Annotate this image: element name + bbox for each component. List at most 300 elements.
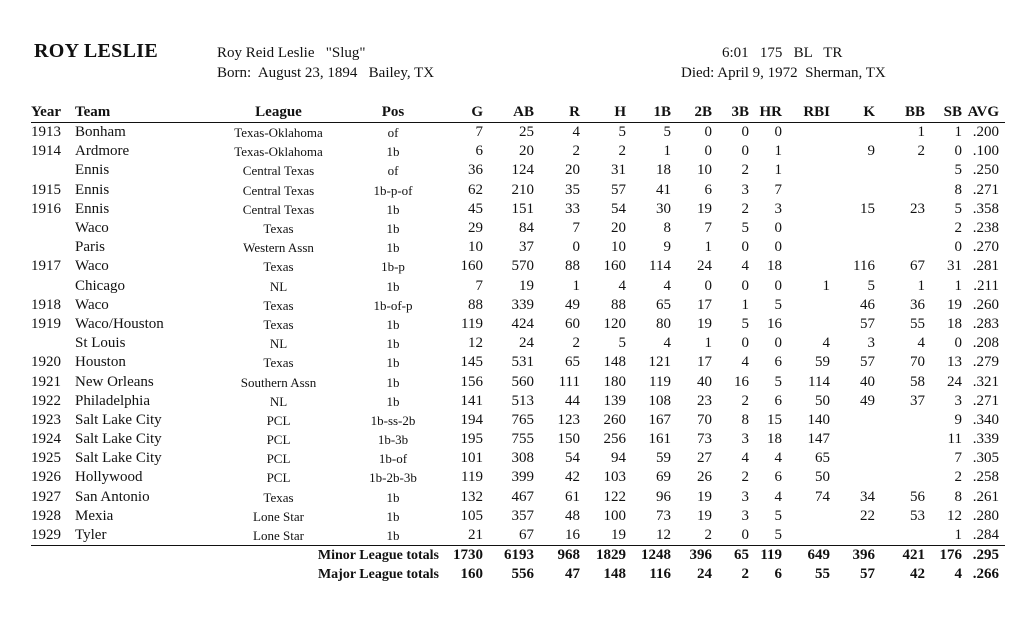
cell-team: Waco/Houston bbox=[75, 315, 164, 332]
cell-1b: 41 bbox=[656, 181, 671, 198]
column-header-r: R bbox=[534, 100, 580, 123]
cell-3b: 2 bbox=[741, 162, 749, 179]
cell-pos: 1b bbox=[386, 316, 400, 332]
cell-team: Salt Lake City bbox=[75, 411, 162, 428]
cell-rbi: 1 bbox=[822, 277, 830, 294]
cell-3b: 3 bbox=[741, 431, 749, 448]
cell-rbi: 50 bbox=[815, 392, 830, 409]
cell-league: Texas bbox=[263, 259, 294, 275]
cell-rbi bbox=[782, 507, 830, 526]
cell-pos: 1b-p bbox=[381, 259, 405, 275]
cell-avg: .283 bbox=[972, 315, 999, 332]
cell-rbi bbox=[782, 238, 830, 257]
column-header-avg: AVG bbox=[962, 100, 1005, 123]
cell-g: 36 bbox=[468, 162, 483, 179]
cell-year bbox=[31, 161, 75, 180]
cell-year: 1925 bbox=[31, 450, 61, 467]
cell-rbi bbox=[782, 200, 830, 219]
cell-year: 1916 bbox=[31, 200, 61, 217]
cell-team: San Antonio bbox=[75, 488, 150, 505]
cell-g: 145 bbox=[460, 354, 483, 371]
total-1b: 1248 bbox=[626, 546, 671, 566]
cell-rbi: 114 bbox=[808, 373, 830, 390]
cell-g: 105 bbox=[460, 507, 483, 524]
cell-year: 1923 bbox=[31, 411, 61, 428]
cell-r: 16 bbox=[565, 527, 580, 544]
cell-ab: 37 bbox=[519, 239, 534, 256]
cell-r: 49 bbox=[565, 296, 580, 313]
cell-g: 45 bbox=[468, 200, 483, 217]
cell-pos: 1b bbox=[386, 489, 400, 505]
cell-hr: 18 bbox=[767, 258, 782, 275]
cell-hr: 5 bbox=[774, 373, 782, 390]
cell-k: 49 bbox=[860, 392, 875, 409]
total-ab: 556 bbox=[511, 566, 534, 583]
cell-g: 160 bbox=[460, 258, 483, 275]
cell-ab: 20 bbox=[519, 143, 534, 160]
cell-sb: 3 bbox=[954, 392, 962, 409]
cell-league: Texas bbox=[263, 316, 294, 332]
totals-label: Minor League totals bbox=[75, 546, 439, 566]
cell-r: 123 bbox=[557, 411, 580, 428]
cell-rbi: 65 bbox=[815, 450, 830, 467]
cell-pos: 1b bbox=[386, 393, 400, 409]
cell-r: 60 bbox=[565, 315, 580, 332]
cell-r: 35 bbox=[565, 181, 580, 198]
cell-r: 111 bbox=[558, 373, 580, 390]
column-header-h: H bbox=[580, 100, 626, 123]
cell-1b: 80 bbox=[656, 315, 671, 332]
cell-year bbox=[31, 277, 75, 296]
cell-g: 6 bbox=[475, 143, 483, 160]
cell-ab: 513 bbox=[511, 392, 534, 409]
cell-league: Lone Star bbox=[253, 528, 304, 544]
cell-g: 132 bbox=[460, 488, 483, 505]
cell-k: 5 bbox=[867, 277, 875, 294]
cell-1b: 5 bbox=[663, 124, 671, 141]
cell-team: Mexia bbox=[75, 507, 114, 524]
cell-k bbox=[830, 411, 881, 430]
table-row bbox=[31, 142, 1005, 161]
cell-league: Texas-Oklahoma bbox=[234, 144, 323, 160]
cell-h: 54 bbox=[611, 200, 626, 217]
cell-bb: 55 bbox=[910, 315, 925, 332]
cell-league: NL bbox=[269, 336, 288, 352]
cell-g: 119 bbox=[461, 469, 483, 486]
cell-hr: 0 bbox=[774, 220, 782, 237]
cell-h: 160 bbox=[603, 258, 626, 275]
cell-k: 15 bbox=[860, 200, 875, 217]
cell-ab: 560 bbox=[511, 373, 534, 390]
cell-team: Waco bbox=[75, 258, 109, 275]
total-r: 47 bbox=[565, 566, 580, 583]
cell-h: 122 bbox=[603, 488, 626, 505]
table-row bbox=[31, 468, 1005, 487]
cell-ab: 531 bbox=[511, 354, 534, 371]
table-row bbox=[31, 392, 1005, 411]
cell-sb: 1 bbox=[954, 527, 962, 544]
cell-1b: 96 bbox=[656, 488, 671, 505]
cell-team: Philadelphia bbox=[75, 392, 150, 409]
cell-r: 2 bbox=[572, 143, 580, 160]
cell-2b: 73 bbox=[697, 431, 712, 448]
cell-sb: 0 bbox=[954, 335, 962, 352]
column-header-bb: BB bbox=[881, 100, 925, 123]
stats-table bbox=[31, 100, 1005, 585]
cell-avg: .358 bbox=[972, 200, 999, 217]
total-3b: 2 bbox=[741, 566, 749, 583]
cell-league: PCL bbox=[266, 412, 291, 428]
cell-k bbox=[830, 123, 881, 143]
cell-bb: 70 bbox=[910, 354, 925, 371]
cell-k: 3 bbox=[867, 335, 875, 352]
total-hr: 6 bbox=[774, 566, 782, 583]
header-row bbox=[31, 100, 1005, 123]
cell-avg: .339 bbox=[972, 431, 999, 448]
cell-h: 148 bbox=[603, 354, 626, 371]
table-row bbox=[31, 238, 1005, 257]
cell-bb bbox=[881, 411, 925, 430]
cell-year: 1915 bbox=[31, 181, 61, 198]
cell-rbi: 59 bbox=[815, 354, 830, 371]
cell-r: 33 bbox=[565, 200, 580, 217]
total-ab: 6193 bbox=[483, 546, 534, 566]
cell-2b: 0 bbox=[704, 143, 712, 160]
total-sb: 4 bbox=[954, 566, 962, 583]
cell-3b: 16 bbox=[734, 373, 749, 390]
cell-sb: 1 bbox=[954, 277, 962, 294]
cell-rbi: 4 bbox=[822, 335, 830, 352]
cell-league: Central Texas bbox=[242, 201, 315, 217]
cell-league: PCL bbox=[266, 432, 291, 448]
table-row bbox=[31, 334, 1005, 353]
cell-r: 2 bbox=[572, 335, 580, 352]
cell-g: 88 bbox=[468, 296, 483, 313]
cell-g: 21 bbox=[468, 527, 483, 544]
cell-league: Texas bbox=[263, 297, 294, 313]
cell-sb: 9 bbox=[954, 411, 962, 428]
death-info: Died: April 9, 1972 Sherman, TX bbox=[681, 65, 886, 81]
total-avg: .266 bbox=[972, 566, 999, 583]
cell-r: 48 bbox=[565, 507, 580, 524]
cell-2b: 19 bbox=[697, 200, 712, 217]
cell-2b: 19 bbox=[697, 507, 712, 524]
cell-g: 194 bbox=[460, 411, 483, 428]
cell-h: 4 bbox=[618, 277, 626, 294]
cell-team: Waco bbox=[75, 220, 109, 237]
cell-g: 7 bbox=[475, 277, 483, 294]
cell-sb: 12 bbox=[947, 507, 962, 524]
cell-bb: 37 bbox=[910, 392, 925, 409]
column-header-3b: 3B bbox=[712, 100, 749, 123]
totals-row bbox=[31, 546, 1005, 566]
cell-1b: 18 bbox=[656, 162, 671, 179]
cell-pos: 1b bbox=[386, 374, 400, 390]
cell-h: 256 bbox=[603, 431, 626, 448]
cell-bb bbox=[881, 468, 925, 487]
cell-k bbox=[830, 449, 881, 468]
cell-team: Salt Lake City bbox=[75, 431, 162, 448]
cell-ab: 308 bbox=[511, 450, 534, 467]
table-row bbox=[31, 219, 1005, 238]
cell-h: 2 bbox=[618, 143, 626, 160]
cell-r: 42 bbox=[565, 469, 580, 486]
cell-sb: 24 bbox=[947, 373, 962, 390]
cell-bb bbox=[881, 526, 925, 546]
cell-h: 94 bbox=[611, 450, 626, 467]
cell-league: Texas bbox=[263, 489, 294, 505]
cell-year: 1914 bbox=[31, 143, 61, 160]
cell-3b: 0 bbox=[741, 239, 749, 256]
cell-team: Bonham bbox=[75, 124, 126, 141]
cell-g: 7 bbox=[475, 124, 483, 141]
cell-3b: 2 bbox=[741, 469, 749, 486]
table-row bbox=[31, 161, 1005, 180]
cell-1b: 73 bbox=[656, 507, 671, 524]
cell-bb bbox=[881, 238, 925, 257]
cell-sb: 8 bbox=[954, 181, 962, 198]
table-row bbox=[31, 449, 1005, 468]
cell-hr: 16 bbox=[767, 315, 782, 332]
cell-h: 139 bbox=[603, 392, 626, 409]
cell-k bbox=[830, 238, 881, 257]
cell-h: 88 bbox=[611, 296, 626, 313]
total-r: 968 bbox=[534, 546, 580, 566]
cell-league: Lone Star bbox=[253, 508, 304, 524]
cell-bb: 23 bbox=[910, 200, 925, 217]
cell-g: 119 bbox=[461, 315, 483, 332]
cell-ab: 339 bbox=[511, 296, 534, 313]
cell-sb: 5 bbox=[954, 162, 962, 179]
cell-2b: 17 bbox=[697, 296, 712, 313]
cell-ab: 19 bbox=[519, 277, 534, 294]
cell-bb bbox=[881, 181, 925, 200]
cell-g: 195 bbox=[460, 431, 483, 448]
column-header-year: Year bbox=[31, 100, 75, 123]
cell-ab: 399 bbox=[511, 469, 534, 486]
cell-hr: 3 bbox=[774, 200, 782, 217]
cell-bb: 56 bbox=[910, 488, 925, 505]
cell-year bbox=[31, 219, 75, 238]
cell-ab: 84 bbox=[519, 220, 534, 237]
cell-hr: 5 bbox=[774, 527, 782, 544]
birth-info: Born: August 23, 1894 Bailey, TX bbox=[217, 65, 435, 81]
cell-1b: 108 bbox=[648, 392, 671, 409]
cell-1b: 167 bbox=[648, 411, 671, 428]
cell-avg: .280 bbox=[972, 507, 999, 524]
cell-hr: 6 bbox=[774, 354, 782, 371]
cell-rbi bbox=[782, 219, 830, 238]
cell-team: Ennis bbox=[75, 181, 110, 198]
cell-sb: 0 bbox=[954, 143, 962, 160]
cell-3b: 0 bbox=[741, 143, 749, 160]
cell-k bbox=[830, 430, 881, 449]
cell-year: 1926 bbox=[31, 469, 61, 486]
total-3b: 65 bbox=[712, 546, 749, 566]
cell-r: 65 bbox=[565, 354, 580, 371]
cell-r: 0 bbox=[572, 239, 580, 256]
player-name: ROY LESLIE bbox=[34, 40, 158, 62]
cell-k bbox=[830, 219, 881, 238]
total-2b: 396 bbox=[671, 546, 712, 566]
cell-avg: .270 bbox=[972, 239, 999, 256]
cell-sb: 2 bbox=[954, 220, 962, 237]
table-row bbox=[31, 526, 1005, 546]
cell-pos: 1b bbox=[386, 508, 400, 524]
cell-2b: 27 bbox=[697, 450, 712, 467]
cell-team: Salt Lake City bbox=[75, 450, 162, 467]
cell-rbi: 50 bbox=[815, 469, 830, 486]
cell-2b: 17 bbox=[697, 354, 712, 371]
column-header-1b: 1B bbox=[626, 100, 671, 123]
cell-2b: 2 bbox=[704, 527, 712, 544]
physical-info: 6:01 175 BL TR bbox=[722, 45, 843, 61]
cell-rbi bbox=[782, 257, 830, 276]
cell-rbi bbox=[782, 296, 830, 315]
cell-1b: 4 bbox=[663, 335, 671, 352]
cell-hr: 0 bbox=[774, 335, 782, 352]
cell-team: Ennis bbox=[75, 200, 110, 217]
cell-r: 88 bbox=[565, 258, 580, 275]
cell-ab: 765 bbox=[511, 411, 534, 428]
cell-2b: 7 bbox=[704, 220, 712, 237]
cell-avg: .250 bbox=[972, 162, 999, 179]
cell-rbi: 140 bbox=[807, 411, 830, 428]
cell-avg: .238 bbox=[972, 220, 999, 237]
cell-bb: 1 bbox=[917, 277, 925, 294]
cell-ab: 24 bbox=[519, 335, 534, 352]
cell-hr: 0 bbox=[774, 277, 782, 294]
cell-rbi bbox=[782, 526, 830, 546]
total-k: 396 bbox=[830, 546, 881, 566]
cell-rbi bbox=[782, 123, 830, 143]
cell-2b: 0 bbox=[704, 277, 712, 294]
cell-ab: 210 bbox=[511, 181, 534, 198]
cell-k bbox=[830, 161, 881, 180]
total-2b: 24 bbox=[697, 566, 712, 583]
cell-k: 9 bbox=[867, 143, 875, 160]
cell-k: 46 bbox=[860, 296, 875, 313]
cell-rbi bbox=[782, 315, 830, 334]
total-avg: .295 bbox=[962, 546, 1005, 566]
total-rbi: 649 bbox=[782, 546, 830, 566]
cell-hr: 1 bbox=[774, 162, 782, 179]
cell-3b: 1 bbox=[741, 296, 749, 313]
cell-1b: 30 bbox=[656, 200, 671, 217]
cell-team: Waco bbox=[75, 296, 109, 313]
cell-team: New Orleans bbox=[75, 373, 154, 390]
cell-bb bbox=[881, 430, 925, 449]
cell-k: 22 bbox=[860, 507, 875, 524]
cell-year: 1929 bbox=[31, 527, 61, 544]
cell-team: Ardmore bbox=[75, 143, 130, 160]
cell-k: 34 bbox=[860, 488, 875, 505]
cell-h: 120 bbox=[603, 315, 626, 332]
cell-3b: 3 bbox=[741, 181, 749, 198]
cell-bb: 36 bbox=[910, 296, 925, 313]
cell-avg: .261 bbox=[972, 488, 999, 505]
column-header-2b: 2B bbox=[671, 100, 712, 123]
cell-sb: 7 bbox=[954, 450, 962, 467]
cell-year: 1917 bbox=[31, 258, 61, 275]
table-row bbox=[31, 372, 1005, 391]
cell-avg: .271 bbox=[972, 181, 999, 198]
cell-sb: 18 bbox=[947, 315, 962, 332]
cell-avg: .271 bbox=[972, 392, 999, 409]
cell-hr: 5 bbox=[774, 296, 782, 313]
cell-2b: 6 bbox=[704, 181, 712, 198]
cell-hr: 4 bbox=[774, 450, 782, 467]
cell-3b: 2 bbox=[741, 200, 749, 217]
cell-3b: 0 bbox=[741, 527, 749, 544]
total-k: 57 bbox=[860, 566, 875, 583]
cell-rbi bbox=[782, 181, 830, 200]
cell-r: 4 bbox=[572, 124, 580, 141]
cell-hr: 7 bbox=[774, 181, 782, 198]
cell-sb: 19 bbox=[947, 296, 962, 313]
cell-avg: .258 bbox=[972, 469, 999, 486]
cell-k: 40 bbox=[860, 373, 875, 390]
cell-avg: .284 bbox=[972, 527, 999, 544]
cell-league: Southern Assn bbox=[240, 374, 317, 390]
cell-year: 1920 bbox=[31, 354, 61, 371]
cell-1b: 4 bbox=[663, 277, 671, 294]
cell-league: PCL bbox=[266, 451, 291, 467]
cell-3b: 8 bbox=[741, 411, 749, 428]
total-hr: 119 bbox=[749, 546, 782, 566]
table-row bbox=[31, 277, 1005, 296]
total-bb: 42 bbox=[910, 566, 925, 583]
cell-sb: 8 bbox=[954, 488, 962, 505]
cell-sb: 2 bbox=[954, 469, 962, 486]
cell-league: PCL bbox=[266, 470, 291, 486]
cell-pos: of bbox=[387, 163, 399, 179]
cell-pos: 1b bbox=[386, 201, 400, 217]
cell-2b: 40 bbox=[697, 373, 712, 390]
cell-pos: 1b-of-p bbox=[373, 297, 413, 313]
cell-ab: 151 bbox=[511, 200, 534, 217]
cell-year: 1921 bbox=[31, 373, 61, 390]
cell-league: Texas bbox=[263, 355, 294, 371]
cell-year: 1928 bbox=[31, 507, 61, 524]
cell-team: Paris bbox=[75, 239, 105, 256]
total-g: 160 bbox=[460, 566, 483, 583]
cell-2b: 1 bbox=[704, 239, 712, 256]
table-row bbox=[31, 257, 1005, 276]
cell-ab: 755 bbox=[511, 431, 534, 448]
cell-pos: 1b bbox=[386, 221, 400, 237]
cell-bb: 4 bbox=[917, 335, 925, 352]
totals-label: Major League totals bbox=[317, 567, 439, 583]
cell-team: Houston bbox=[75, 354, 126, 371]
cell-hr: 6 bbox=[774, 469, 782, 486]
cell-avg: .281 bbox=[972, 258, 999, 275]
cell-1b: 9 bbox=[663, 239, 671, 256]
cell-bb: 67 bbox=[910, 258, 925, 275]
cell-ab: 424 bbox=[511, 315, 534, 332]
total-h: 148 bbox=[603, 566, 626, 583]
cell-league: Western Assn bbox=[243, 240, 314, 256]
cell-1b: 65 bbox=[656, 296, 671, 313]
cell-ab: 570 bbox=[511, 258, 534, 275]
total-g: 1730 bbox=[439, 546, 483, 566]
cell-2b: 26 bbox=[697, 469, 712, 486]
cell-team: St Louis bbox=[75, 335, 126, 352]
full-name: Roy Reid Leslie "Slug" bbox=[217, 45, 366, 61]
cell-team: Hollywood bbox=[75, 469, 143, 486]
cell-pos: 1b bbox=[386, 355, 400, 371]
table-row bbox=[31, 411, 1005, 430]
